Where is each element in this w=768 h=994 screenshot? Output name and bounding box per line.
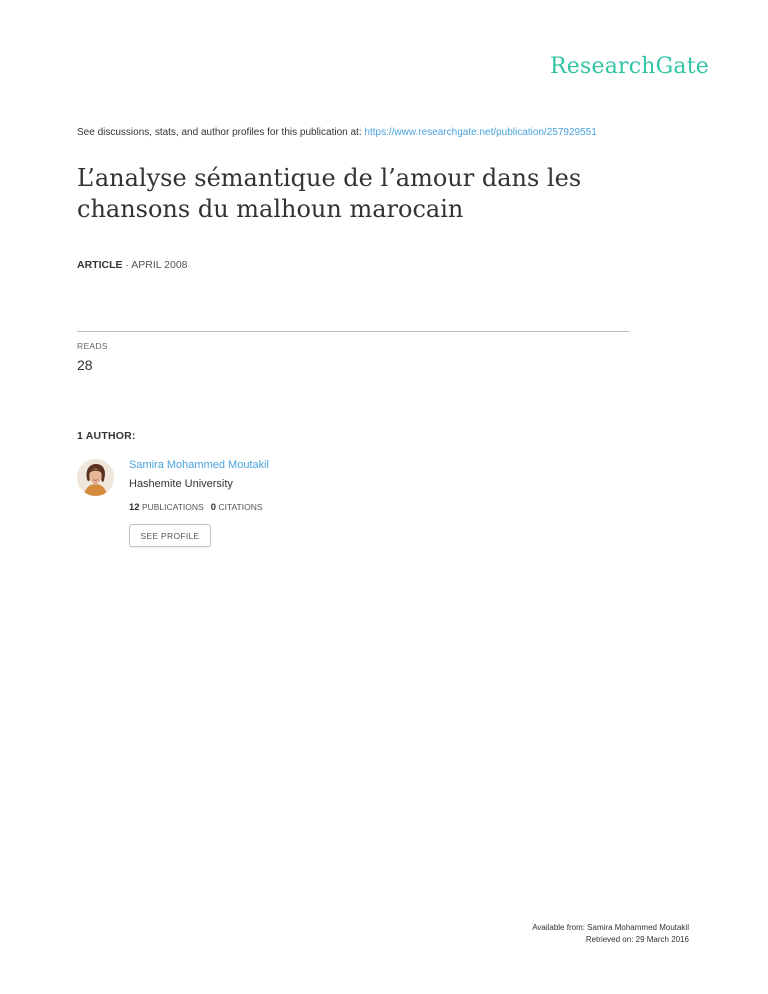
see-profile-button[interactable]: SEE PROFILE — [129, 524, 211, 547]
researchgate-logo[interactable]: ResearchGate — [550, 54, 709, 79]
publication-title: L’analyse sémantique de l’amour dans les chansons du malhoun marocain — [77, 164, 582, 223]
retrieved-on: Retrieved on: 29 March 2016 — [585, 935, 689, 944]
publications-count: 12 — [129, 502, 140, 513]
reads-label: READS — [77, 341, 108, 351]
section-divider — [77, 331, 629, 332]
citations-label: CITATIONS — [218, 502, 263, 512]
footer-info — [532, 922, 689, 946]
publication-date: APRIL 2008 — [131, 259, 188, 271]
reads-value: 28 — [77, 357, 93, 373]
available-from: Available from: Samira Mohammed Moutakil — [532, 923, 689, 932]
discussion-prefix: See discussions, stats, and author profiles for this publication at: — [77, 127, 362, 138]
citations-count: 0 — [210, 502, 217, 513]
authors-heading: 1 AUTHOR: — [77, 430, 136, 442]
publications-label: PUBLICATIONS — [141, 502, 204, 512]
author-avatar[interactable] — [77, 459, 114, 496]
publication-meta — [77, 259, 188, 271]
author-name-link[interactable]: Samira Mohammed Moutakil — [129, 459, 269, 471]
publication-type: ARTICLE — [77, 259, 123, 271]
author-stats — [129, 502, 263, 513]
publication-url-link[interactable]: https://www.researchgate.net/publication/257929551 — [364, 127, 597, 138]
discussion-line — [77, 127, 597, 138]
author-photo-icon — [77, 459, 114, 496]
meta-separator: · — [125, 259, 129, 271]
author-institution: Hashemite University — [129, 478, 233, 490]
